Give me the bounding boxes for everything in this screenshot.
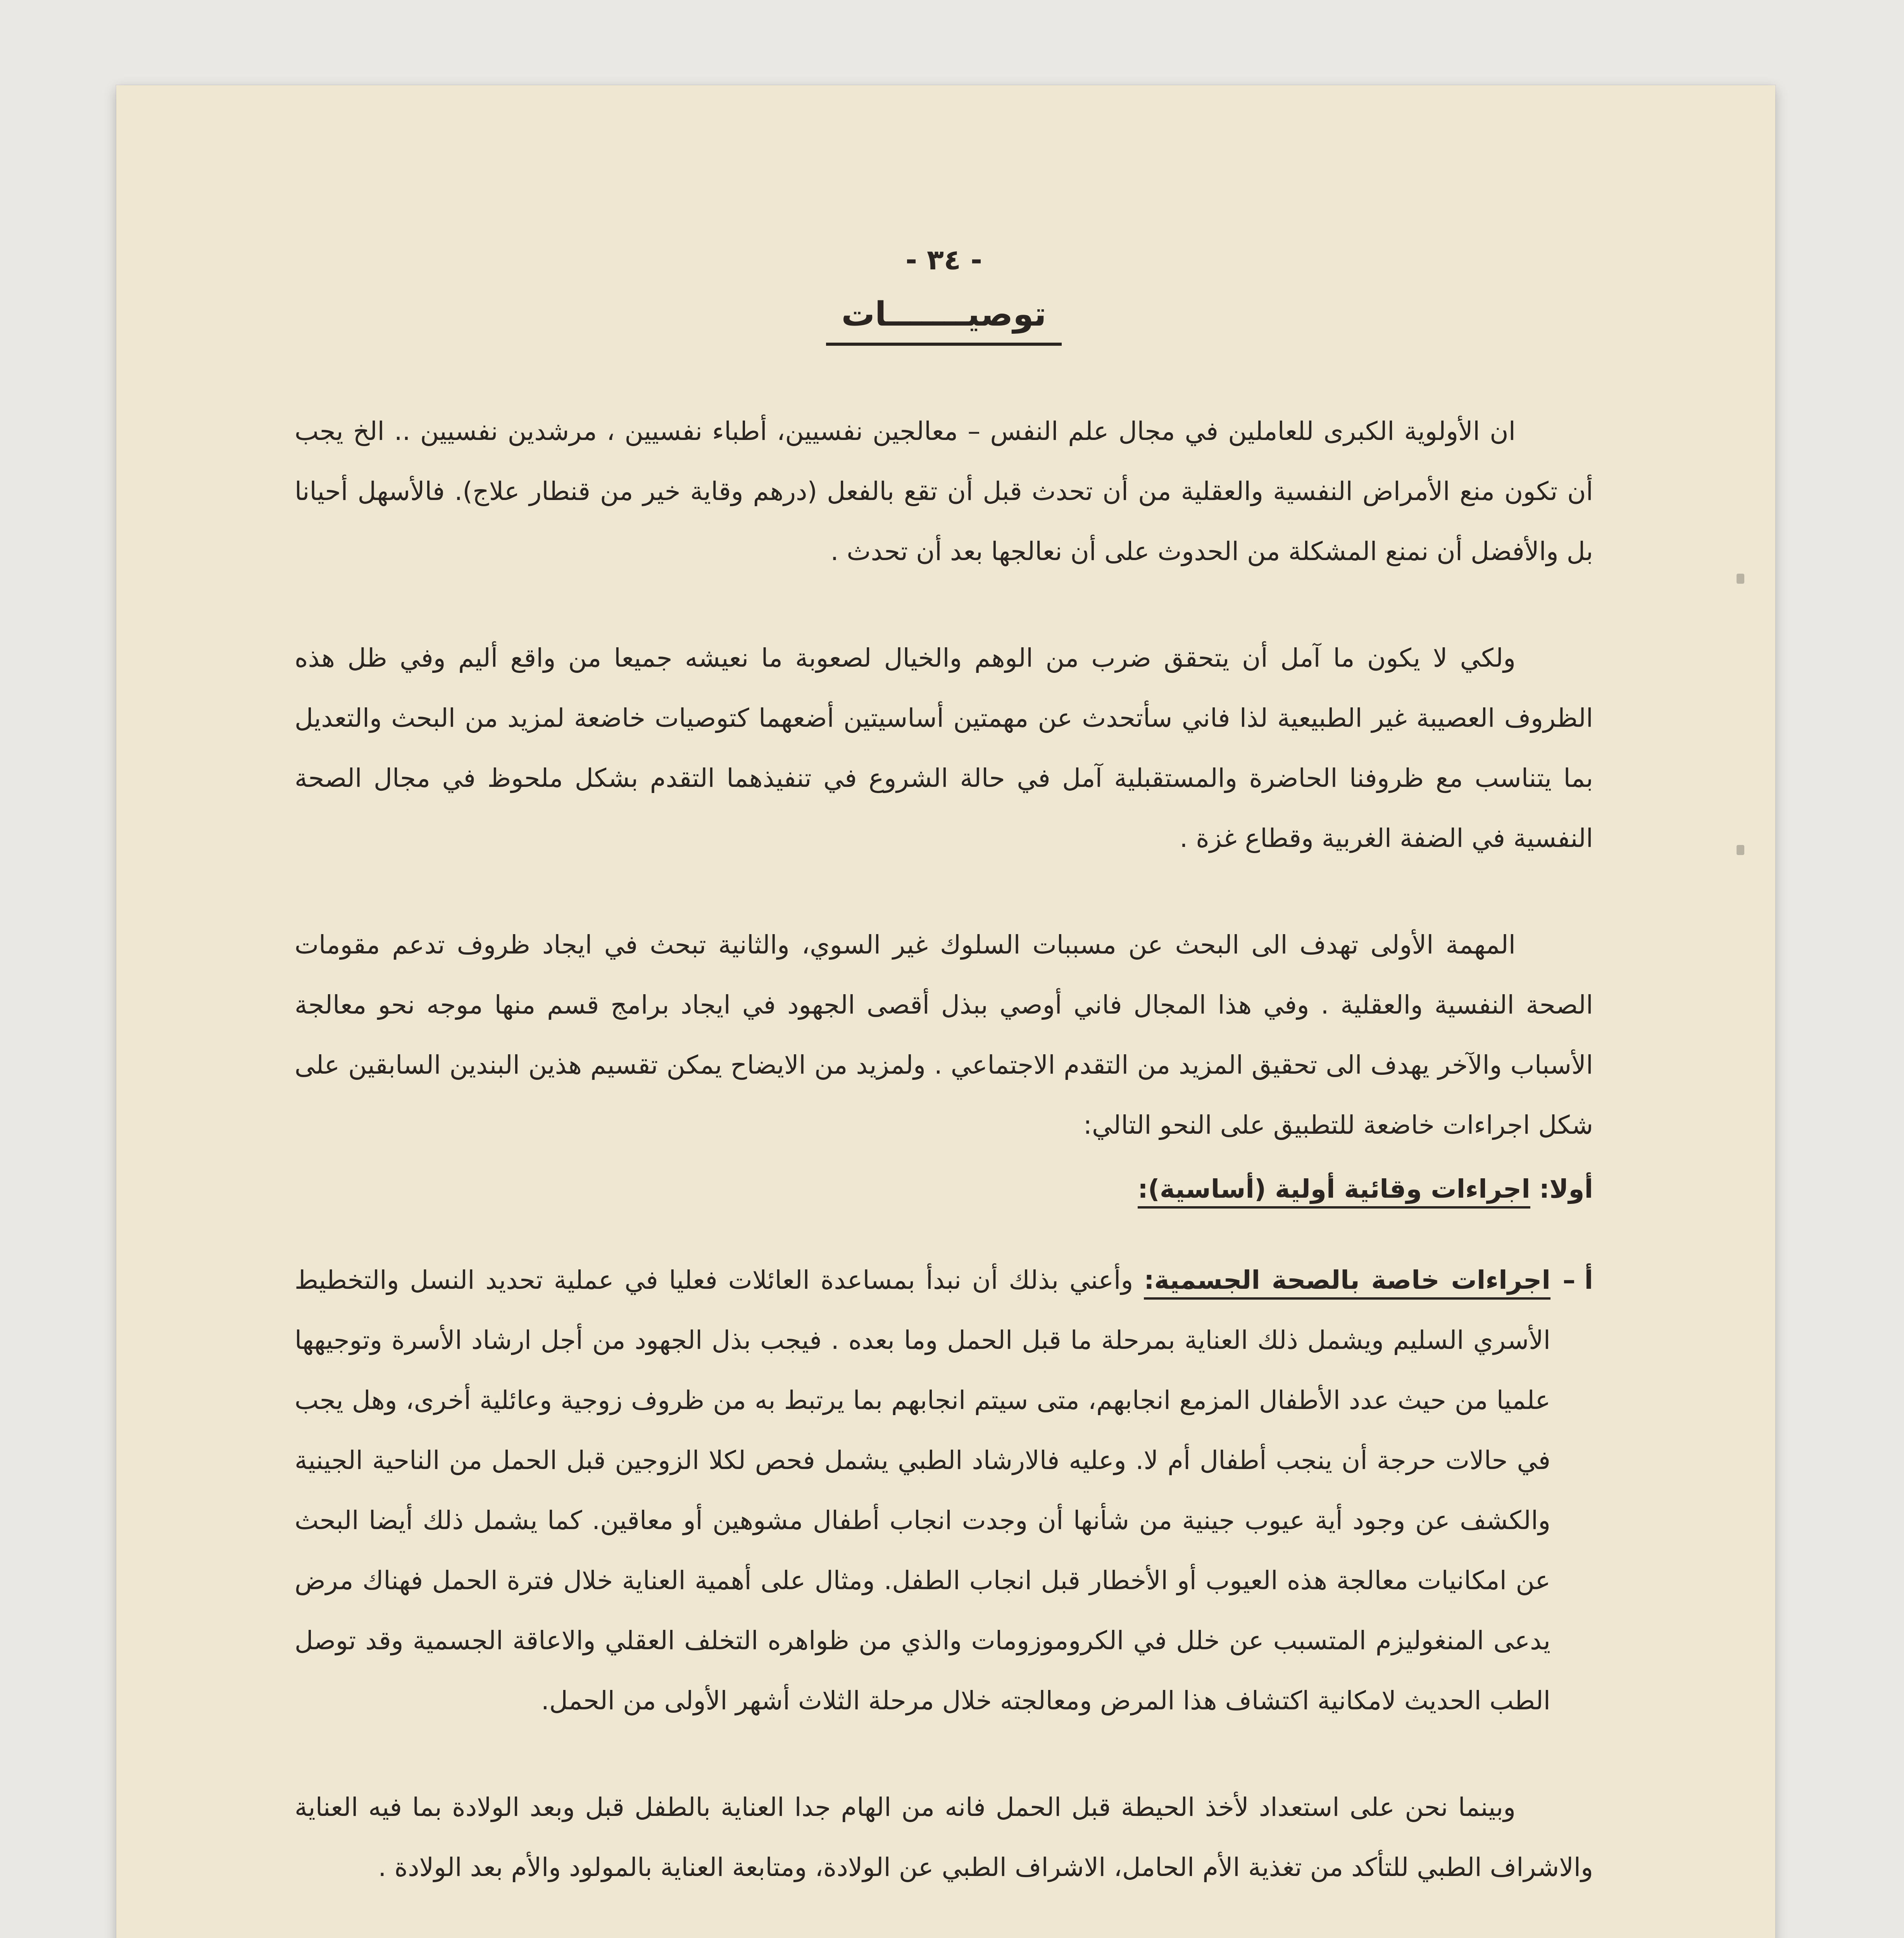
paragraph-3: المهمة الأولى تهدف الى البحث عن مسببات السلوك غير السوي، والثانية تبحث في ايجاد ظروف تدعم مقومات الصحة النفسية والعقلية . وفي هذا المجال فاني أوصي ببذل أقصى الجهود في ايجاد برامج قسم منها موجه نحو معالجة الأسباب والآخر يهدف الى تحقيق المزيد من التقدم الاجتماعي . ولمزيد من الايضاح يمكن تقسيم هذين البندين السابقين على شكل اجراءات خاضعة للتطبيق على النحو التالي: bbox=[295, 930, 1593, 1140]
punch-hole-mark bbox=[1737, 574, 1744, 584]
section-title-text: اجراءات وقائية أولية (أساسية): bbox=[1138, 1174, 1530, 1209]
page-number: - ٣٤ - bbox=[905, 243, 982, 276]
list-body: وأعني بذلك أن نبدأ بمساعدة العائلات فعليا في عملية تحديد النسل والتخطيط الأسري السليم ويشمل ذلك العناية بمرحلة ما قبل الحمل وما بعده . فيجب بذل الجهود من أجل ارشاد الأسرة وتوجيهها علميا من حيث عدد الأطفال المزمع انجابهم، متى سيتم انجابهم بما يرتبط به من ظروف زوجية وعائلية أخرى، وهل يجب في حالات حرجة أن ينجب أطفال أم لا. وعليه فالارشاد الطبي يشمل فحص لكلا الزوجين قبل الحمل من الناحية الجينية والكشف عن وجود أية عيوب جينية من شأنها أن وجدت انجاب أطفال مشوهين أو معاقين. كما يشمل ذلك أيضا البحث عن امكانيات معالجة هذه العيوب أو الأخطار قبل انجاب الطفل. ومثال على أهمية العناية خلال فترة الحمل فهناك مرض يدعى المنغوليزم المتسبب عن خلل في الكروموزومات والذي من ظواهره التخلف العقلي والاعاقة الجسمية وقد توصل الطب الحديث لامكانية اكتشاف هذا المرض ومعالجته خلال مرحلة الثلاث أشهر الأولى من الحمل. bbox=[295, 1265, 1550, 1716]
heading-wrap bbox=[295, 287, 1593, 347]
paragraph-2: ولكي لا يكون ما آمل أن يتحقق ضرب من الوهم والخيال لصعوبة ما نعيشه جميعا من واقع أليم وفي ظل هذه الظروف العصيبة غير الطبيعية لذا فاني سأتحدث عن مهمتين أساسيتين أضعهما كتوصيات خاضعة لمزيد من البحث والتعديل بما يتناسب مع ظروفنا الحاضرة والمستقبلية آمل في حالة الشروع في تنفيذهما التقدم بشكل ملحوظ في مجال الصحة النفسية في الضفة الغربية وقطاع غزة . bbox=[295, 643, 1593, 853]
page-heading: توصيـــــــات bbox=[826, 293, 1062, 346]
paragraph-1: ان الأولوية الكبرى للعاملين في مجال علم النفس – معالجين نفسيين، أطباء نفسيين ، مرشدين نفسيين .. الخ يجب أن تكون منع الأمراض النفسية والعقلية من أن تحدث قبل أن تقع بالفعل (درهم وقاية خير من قنطار علاج). فالأسهل أحيانا بل والأفضل أن نمنع المشكلة من الحدوث على أن نعالجها بعد أن تحدث . bbox=[295, 416, 1593, 566]
document-page bbox=[116, 85, 1775, 1938]
section-prefix: أولا: bbox=[1539, 1174, 1593, 1204]
list-subhead: اجراءات خاصة بالصحة الجسمية: bbox=[1144, 1265, 1550, 1300]
section-title bbox=[295, 1159, 1593, 1219]
punch-hole-mark bbox=[1737, 845, 1744, 855]
list-marker: أ – bbox=[1563, 1265, 1593, 1295]
closing-paragraph: وبينما نحن على استعداد لأخذ الحيطة قبل الحمل فانه من الهام جدا العناية بالطفل قبل وبعد الولادة بما فيه العناية والاشراف الطبي للتأكد من تغذية الأم الحامل، الاشراف الطبي عن الولادة، ومتابعة العناية بالمولود والأم بعد الولادة . bbox=[295, 1792, 1593, 1882]
list-item bbox=[295, 1250, 1593, 1731]
page-body bbox=[295, 240, 1593, 1938]
